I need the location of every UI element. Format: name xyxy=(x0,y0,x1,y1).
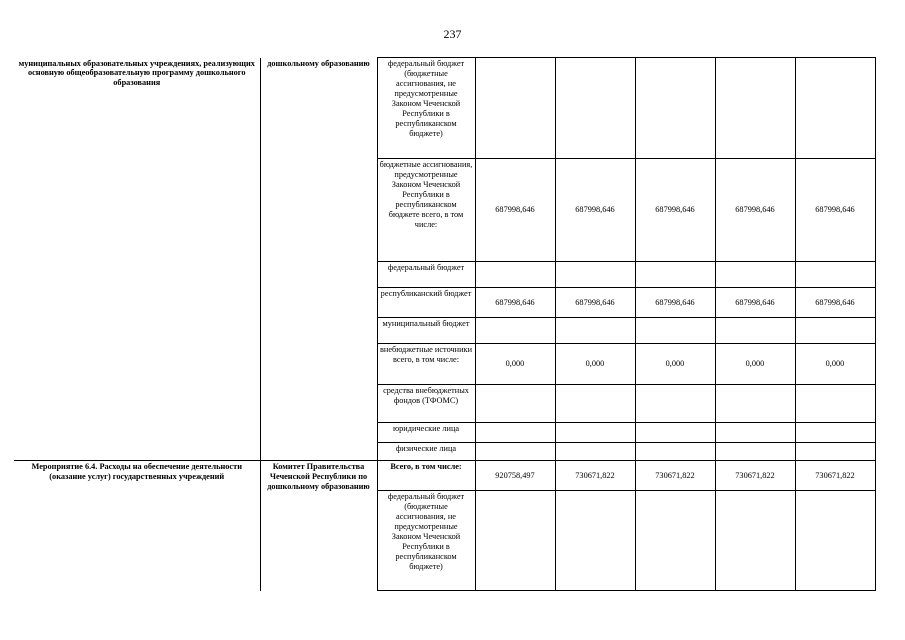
value-cell xyxy=(475,318,555,344)
funding-source-cell: муниципальный бюджет xyxy=(377,318,475,344)
funding-source-cell: внебюджетные источники всего, в том числе: xyxy=(377,344,475,385)
value-cell: 0,000 xyxy=(555,344,635,385)
executor-cell: дошкольному образованию xyxy=(260,58,377,461)
value-cell: 687998,646 xyxy=(795,159,875,262)
value-cell: 730671,822 xyxy=(555,461,635,491)
event-name-cell: Мероприятие 6.4. Расходы на обеспечение деятельности (оказание услуг) государственных учреждений xyxy=(14,461,260,591)
value-cell xyxy=(795,423,875,443)
value-cell xyxy=(635,443,715,461)
value-cell: 687998,646 xyxy=(715,159,795,262)
value-cell xyxy=(635,385,715,423)
value-cell xyxy=(795,262,875,288)
value-cell xyxy=(635,262,715,288)
value-cell xyxy=(795,491,875,591)
value-cell: 920758,497 xyxy=(475,461,555,491)
value-cell: 0,000 xyxy=(715,344,795,385)
value-cell xyxy=(715,385,795,423)
value-cell xyxy=(795,58,875,159)
funding-source-cell: федеральный бюджет (бюджетные ассигнования, не предусмотренные Законом Чеченской Республики в республиканском бюджете) xyxy=(377,491,475,591)
value-cell: 0,000 xyxy=(635,344,715,385)
value-cell xyxy=(475,58,555,159)
value-cell: 687998,646 xyxy=(475,159,555,262)
value-cell xyxy=(715,443,795,461)
funding-source-cell: юридические лица xyxy=(377,423,475,443)
value-cell xyxy=(475,262,555,288)
value-cell xyxy=(475,385,555,423)
value-cell: 687998,646 xyxy=(635,288,715,318)
value-cell: 687998,646 xyxy=(715,288,795,318)
value-cell xyxy=(795,385,875,423)
value-cell xyxy=(795,318,875,344)
event-name-cell: муниципальных образовательных учреждениях, реализующих основную общеобразовательную программу дошкольного образования xyxy=(18,58,255,88)
value-cell: 0,000 xyxy=(795,344,875,385)
budget-table xyxy=(14,57,876,591)
value-cell: 730671,822 xyxy=(635,461,715,491)
executor-cell: Комитет Правительства Чеченской Республики по дошкольному образованию xyxy=(260,461,377,591)
value-cell xyxy=(635,318,715,344)
value-cell xyxy=(715,491,795,591)
value-cell xyxy=(555,262,635,288)
funding-source-cell: физические лица xyxy=(377,443,475,461)
value-cell xyxy=(555,318,635,344)
value-cell: 687998,646 xyxy=(635,159,715,262)
value-cell xyxy=(475,443,555,461)
value-cell: 0,000 xyxy=(475,344,555,385)
value-cell xyxy=(555,385,635,423)
funding-source-cell: бюджетные ассигнования, предусмотренные Законом Чеченской Республики в республиканском бюджете всего, в том числе: xyxy=(377,159,475,262)
value-cell xyxy=(715,318,795,344)
value-cell xyxy=(635,491,715,591)
value-cell xyxy=(555,491,635,591)
value-cell xyxy=(555,423,635,443)
value-cell: 730671,822 xyxy=(795,461,875,491)
funding-source-cell: федеральный бюджет xyxy=(377,262,475,288)
value-cell xyxy=(715,262,795,288)
page-number: 237 xyxy=(443,27,462,41)
value-cell xyxy=(555,58,635,159)
funding-source-cell: федеральный бюджет (бюджетные ассигнования, не предусмотренные Законом Чеченской Республики в республиканском бюджете) xyxy=(377,58,475,159)
funding-source-cell: республиканский бюджет xyxy=(377,288,475,318)
value-cell xyxy=(635,58,715,159)
value-cell: 730671,822 xyxy=(715,461,795,491)
value-cell xyxy=(795,443,875,461)
value-cell xyxy=(635,423,715,443)
funding-source-cell: средства внебюджетных фондов (ТФОМС) xyxy=(377,385,475,423)
value-cell xyxy=(475,423,555,443)
value-cell: 687998,646 xyxy=(795,288,875,318)
value-cell xyxy=(555,443,635,461)
value-cell: 687998,646 xyxy=(555,288,635,318)
value-cell xyxy=(715,423,795,443)
value-cell: 687998,646 xyxy=(475,288,555,318)
value-cell xyxy=(475,491,555,591)
value-cell: 687998,646 xyxy=(555,159,635,262)
value-cell xyxy=(715,58,795,159)
funding-source-cell: Всего, в том числе: xyxy=(377,461,475,491)
